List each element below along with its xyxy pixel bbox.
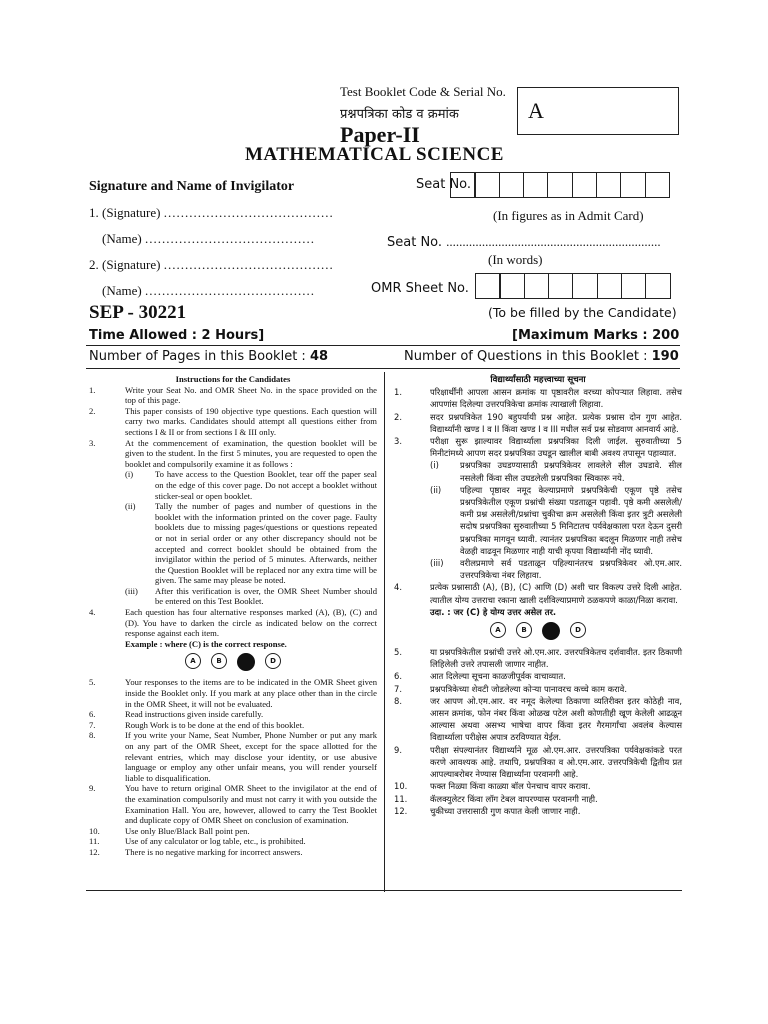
list-item-text: प्रश्नपत्रिका उघडण्यासाठी प्रश्नपत्रिकेवर लावलेले सील उघडावे. सील नसलेली किंवा सील उघडलेली प्रश्नपत्रिका स्विकारू नये.	[460, 460, 682, 483]
instructions-marathi	[394, 374, 682, 817]
omr-sheet-boxes[interactable]	[475, 273, 670, 299]
list-item	[89, 720, 377, 731]
list-item-text: Rough Work is to be done at the end of this booklet.	[125, 719, 305, 730]
invigilator-name-2[interactable]: (Name) ........................................	[102, 283, 315, 298]
list-item	[89, 406, 377, 438]
list-item	[394, 386, 682, 410]
list-item-text: Tally the number of pages and number of questions in the booklet with the information printed on the cover page. Faulty booklets due to missing pages/questions or questions repeated or not in serial order or any other discrepancy should not be accepted and correct booklet should be obtained from the invigilator within the period of 5 minutes. Afterwards, neither the Question Booklet will be replaced nor any extra time will be given. The same may please be noted.	[155, 501, 377, 586]
list-item-number: 8.	[394, 695, 402, 706]
seat-no-boxes[interactable]	[450, 172, 669, 198]
list-item	[394, 411, 682, 435]
list-item-number: 10.	[89, 825, 100, 836]
questions-count: Number of Questions in this Booklet : 190	[404, 349, 679, 364]
divider-bottom	[86, 368, 680, 369]
list-item	[394, 683, 682, 695]
list-item-number: 1.	[394, 387, 402, 398]
list-item-number: 5.	[394, 647, 402, 658]
answer-option-circle	[542, 622, 560, 640]
list-item	[394, 793, 682, 805]
list-item-number: 11.	[89, 836, 100, 847]
list-item-text: Use of any calculator or log table, etc., is prohibited.	[125, 836, 306, 847]
seat-no-label: Seat No.	[416, 177, 472, 192]
list-item-text: There is no negative marking for incorrect answers.	[125, 846, 303, 857]
list-item-text: पहिल्या पृष्ठावर नमूद केल्याप्रमाणे प्रश्नपत्रिकेची एकूण पृष्ठे तसेच प्रश्नपत्रिकेतील एकूण प्रश्नांची संख्या पडताळून पहावी. पृष्ठे कमी असलेली/कमी प्रश्न असलेली/प्रश्नांचा चुकीचा क्रम असलेली किंवा इतर त्रुटी असलेली सदोष प्रश्नपत्रिका सुरुवातीच्या 5 मिनिटातच पर्यवेक्षकाला परत देऊन दुसरी प्रश्नपत्रिका मागवून घ्यावी. त्यानंतर प्रश्नपत्रिका बदलून मिळणार नाही तसेच वेळही वाढवून मिळणार नाही याची कृपया विद्यार्थ्यांनी नोंद घ्यावी.	[460, 484, 682, 556]
list-item-text: या प्रश्नपत्रिकेतील प्रश्नांची उत्तरे ओ.एम.आर. उत्तरपत्रिकेतच दर्शवावीत. इतर ठिकाणी लिहिलेली उत्तरे तपासली जाणार नाहीत.	[430, 647, 682, 670]
time-allowed: Time Allowed : 2 Hours]	[89, 328, 265, 343]
list-item: 4. Each question has four alternative responses marked (A), (B), (C) and (D). You have to darken the circle as indicated below on the correct response against each item.	[89, 607, 377, 639]
list-item-text: This paper consists of 190 objective type questions. Each question will carry two marks. Candidates should attempt all questions either from sections I & II or from sections I & III only.	[125, 405, 377, 437]
booklet-code-box	[517, 87, 679, 135]
list-item	[394, 646, 682, 670]
list-item-text: सदर प्रश्नपत्रिकेत 190 बहुपर्यायी प्रश्न आहेत. प्रत्येक प्रश्नास दोन गुण आहेत. विद्यार्थ्यांनी खण्ड I व II किंवा खण्ड I व III मधील सर्व प्रश्न सोडवाण आनवार्य आहे.	[430, 411, 682, 434]
list-item	[430, 484, 682, 557]
instructions-title: Instructions for the Candidates	[175, 374, 291, 384]
list-item-text: परीक्षा संपल्यानंतर विद्यार्थ्याने मूळ ओ.एम.आर. उत्तरपत्रिका पर्यवेक्षकांकडे परत करणे आवश्यक आहे. तथापि, प्रश्नपत्रिका व ओ.एम.आर. उत्तरपत्रिकेची द्वितीय प्रत आपल्याबरोबर नेण्यास विद्यार्थ्यांना परवानगी आहे.	[430, 744, 682, 780]
list-item-text: At the commencement of examination, the question booklet will be given to the student. In the first 5 minutes, you are requested to open the booklet and compulsorily examine it as follows :	[125, 437, 377, 469]
list-item	[394, 805, 682, 817]
list-item: 4. प्रत्येक प्रश्नासाठी (A), (B), (C) आणि (D) अशी चार विकल्प उत्तरे दिली आहेत. त्यातील योग्य उत्तराचा रकाना खाली दर्शविल्याप्रमाणे ठळकपणे काळा/निळा करावा.	[394, 582, 682, 605]
list-item-number: 2.	[89, 405, 96, 416]
list-item-text: आत दिलेल्या सूचना काळजीपूर्वक वाचाव्यात.	[430, 671, 566, 682]
booklet-code-value: A	[528, 98, 544, 123]
list-item-text: परीक्षा सुरू झाल्यावर विद्यार्थ्याला प्रश्नपत्रिका दिली जाईल. सुरुवातीच्या 5 मिनीटांमध्ये आपण सदर प्रश्नपत्रिका उघडून खालील बाबी अवश्य तपासून पहाव्यात.	[430, 436, 682, 459]
list-item-number: 12.	[89, 846, 100, 857]
list-item-number: 3.	[394, 436, 402, 447]
list-item	[394, 670, 682, 682]
exam-code: SEP - 30221	[89, 302, 187, 323]
list-item	[89, 709, 377, 720]
list-item	[125, 501, 377, 586]
list-item-number: (ii)	[125, 501, 136, 512]
list-item-text: प्रश्नपत्रिकेच्या शेवटी जोडलेल्या कोऱ्या पानावरच कच्चे काम करावे.	[430, 683, 628, 694]
invigilator-signature-2[interactable]: 2. (Signature) ........................................	[89, 257, 334, 272]
instructions-english	[89, 374, 377, 858]
column-divider	[384, 372, 385, 892]
list-item-number: 8.	[89, 730, 96, 741]
list-item	[89, 826, 377, 837]
list-item	[394, 435, 682, 459]
maximum-marks: [Maximum Marks : 200	[512, 328, 680, 343]
list-item	[89, 385, 377, 406]
list-item-number: 9.	[89, 783, 96, 794]
invigilator-signature-1[interactable]: 1. (Signature) ........................................	[89, 205, 334, 220]
list-item-text: You have to return original OMR Sheet to the invigilator at the end of the examination compulsorily and must not carry it with you outside the Examination Hall. You are, however, allowed to carry the Test Booklet and duplicate copy of OMR Sheet on conclusion of examination.	[125, 783, 377, 826]
list-item-number: 3.	[89, 437, 96, 448]
list-item	[89, 847, 377, 858]
list-item-number: 10.	[394, 781, 408, 792]
list-item-number: 12.	[394, 805, 408, 816]
list-item-number: (ii)	[430, 484, 442, 495]
list-item-number: 9.	[394, 744, 402, 755]
booklet-code-label: Test Booklet Code & Serial No.	[340, 84, 506, 99]
list-item-number: 1.	[89, 384, 96, 395]
list-item	[89, 836, 377, 847]
omr-sheet-label: OMR Sheet No.	[371, 281, 469, 296]
bottom-rule	[86, 890, 682, 891]
booklet-code-label-marathi: प्रश्नपत्रिका कोड व क्रमांक	[340, 107, 459, 122]
list-item	[125, 469, 377, 501]
list-item-text: Read instructions given inside carefully.	[125, 709, 264, 720]
list-item	[89, 438, 377, 470]
list-item	[394, 695, 682, 744]
list-item-text: Your responses to the items are to be indicated in the OMR Sheet given inside the Booklet only. If you mark at any place other than in the circle in the OMR Sheet, it will not be evaluated.	[125, 677, 377, 709]
list-item	[394, 780, 682, 792]
list-item-number: 7.	[89, 719, 96, 730]
list-item	[89, 783, 377, 825]
list-item	[430, 557, 682, 581]
list-item	[89, 677, 377, 709]
list-item-number: (i)	[125, 469, 134, 480]
list-item-text: If you write your Name, Seat Number, Phone Number or put any mark on any part of the OMR Sheet, except for the space allotted for the relevant entries, which may disclose your identity, or use abusive language or employ any other unfair means, you will render yourself liable to disqualification.	[125, 730, 377, 783]
list-item-number: 6.	[394, 671, 402, 682]
example-answer-circles	[89, 653, 377, 671]
invigilator-title: Signature and Name of Invigilator	[89, 179, 295, 194]
list-item-text: वरीलप्रमाणे सर्व पडताळून पहिल्यानंतरच प्रश्नपत्रिकेवर ओ.एम.आर. उत्तरपत्रिकेचा नंबर लिहावा.	[460, 558, 682, 581]
words-note: (In words)	[488, 252, 543, 267]
invigilator-name-1[interactable]: (Name) ........................................	[102, 231, 315, 246]
list-item-number: 7.	[394, 683, 402, 694]
pages-count: Number of Pages in this Booklet : 48	[89, 349, 329, 364]
list-item: Example : where (C) is the correct response.	[125, 638, 287, 649]
list-item	[430, 459, 682, 483]
list-item-number: (i)	[430, 460, 439, 471]
instructions-title-marathi: विद्यार्थ्यांसाठी महत्त्वाच्या सूचना	[490, 375, 586, 385]
paper-title: Paper-II	[340, 122, 420, 147]
list-item-text: After this verification is over, the OMR Sheet Number should be entered on this Test Booklet.	[155, 585, 377, 607]
list-item-number: 11.	[394, 793, 408, 804]
list-item-text: Write your Seat No. and OMR Sheet No. in the space provided on the top of this page.	[125, 384, 377, 406]
answer-option-circle	[237, 653, 255, 671]
list-item-text: परिक्षार्थींनी आपला आसन क्रमांक या पृष्ठावरील वरच्या कोपऱ्यात लिहावा. तसेच आपणांस दिलेल्या उत्तरपत्रिकेचा क्रमांक त्याखाली लिहावा.	[430, 387, 682, 410]
list-item	[89, 730, 377, 783]
list-item-text: कॅलक्युलेटर किंवा लॉग टेबल वापरण्यास परवानगी नाही.	[430, 793, 598, 804]
answer-option-circle: A	[185, 653, 201, 669]
list-item-text: जर आपण ओ.एम.आर. वर नमूद केलेल्या ठिकाणा व्यतिरीक्त इतर कोठेही नाव, आसन क्रमांक, फोन नंबर किंवा ओळख पटेल अशी कोणतीही खूण केलेली आढळून आल्यास अथवा असभ्य भाषेचा वापर किंवा इतर गैरमार्गांचा अवलंब केल्यास विद्यार्थ्याला परीक्षेस अपात्र ठरविण्यात येईल.	[430, 695, 682, 743]
list-item-text: To have access to the Question Booklet, tear off the paper seal on the edge of this cover page. Do not accept a booklet without sticker-seal or open booklet.	[155, 469, 377, 501]
list-item-text: फक्त निळ्या किंवा काळ्या बॉल पेनचाच वापर करावा.	[430, 781, 591, 792]
answer-option-circle: D	[265, 653, 281, 669]
list-item-number: (iii)	[430, 558, 444, 569]
list-item-number: 5.	[89, 677, 96, 688]
answer-option-circle: B	[516, 622, 532, 638]
list-item-number: 2.	[394, 411, 402, 422]
list-item-number: (iii)	[125, 585, 138, 596]
subject-title: MATHEMATICAL SCIENCE	[245, 144, 504, 165]
list-item	[125, 586, 377, 607]
list-item-text: चुकीच्या उत्तरासाठी गुण कपात केली जाणार नाही.	[430, 805, 581, 816]
list-item-text: Use only Blue/Black Ball point pen.	[125, 825, 250, 836]
list-item: उदा. : जर (C) हे योग्य उत्तर असेल तर.	[430, 606, 557, 617]
answer-option-circle: A	[490, 622, 506, 638]
answer-option-circle: D	[570, 622, 586, 638]
figures-note: (In figures as in Admit Card)	[493, 208, 644, 223]
list-item-number: 6.	[89, 709, 96, 720]
example-answer-circles-marathi	[394, 622, 682, 640]
seat-no-words-field[interactable]: Seat No. ..................................................................	[387, 234, 661, 250]
divider-top	[86, 345, 680, 346]
list-item	[394, 744, 682, 781]
filled-note: (To be filled by the Candidate)	[488, 305, 677, 320]
answer-option-circle: B	[211, 653, 227, 669]
